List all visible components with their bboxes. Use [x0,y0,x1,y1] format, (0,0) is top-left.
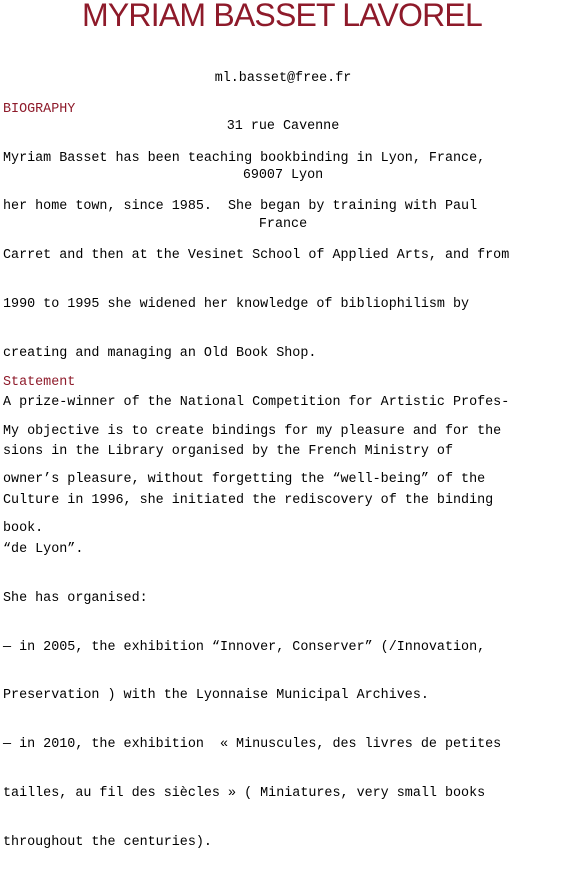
biography-line: She has organised: [3,590,148,606]
statement-line: My objective is to create bindings for my pleasure and for the [3,423,502,439]
biography-heading: BIOGRAPHY [3,102,76,117]
contact-city: 69007 Lyon [242,168,324,184]
biography-line: throughout the centuries). [3,835,212,851]
statement-text [3,391,501,570]
biography-line: tailles, au fil des siècles » ( Miniatures, very small books [3,786,486,802]
biography-line: — in 2005, the exhibition “Innover, Conserver” (/Innovation, [3,639,486,655]
biography-line: “de Lyon”. [3,541,84,557]
biography-line: A prize-winner of the National Competition for Artistic Profes- [3,395,510,411]
contact-email: ml.basset@free.fr [214,70,352,86]
biography-line: creating and managing an Old Book Shop. [3,346,317,362]
biography-line: her home town, since 1985. She began by training with Paul [3,199,478,215]
biography-line: Myriam Basset has been teaching bookbinding in Lyon, France, [3,150,486,166]
biography-line: 1990 to 1995 she widened her knowledge of bibliophilism by [3,297,470,313]
statement-heading: Statement [3,375,76,390]
statement-line: owner’s pleasure, without forgetting the “well-being” of the [3,472,486,488]
page-title: MYRIAM BASSET LAVOREL [82,0,482,33]
biography-line: Carret and then at the Vesinet School of Applied Arts, and from [3,248,510,264]
biography-line: — in 2010, the exhibition « Minuscules, des livres de petites [3,737,502,753]
biography-line: sions in the Library organised by the French Ministry of [3,443,453,459]
contact-street: 31 rue Cavenne [226,119,340,135]
biography-line: Preservation ) with the Lyonnaise Municipal Archives. [3,688,429,704]
contact-country: France [258,217,308,233]
biography-line: Culture in 1996, she initiated the rediscovery of the binding [3,492,494,508]
statement-line: book. [3,521,44,537]
